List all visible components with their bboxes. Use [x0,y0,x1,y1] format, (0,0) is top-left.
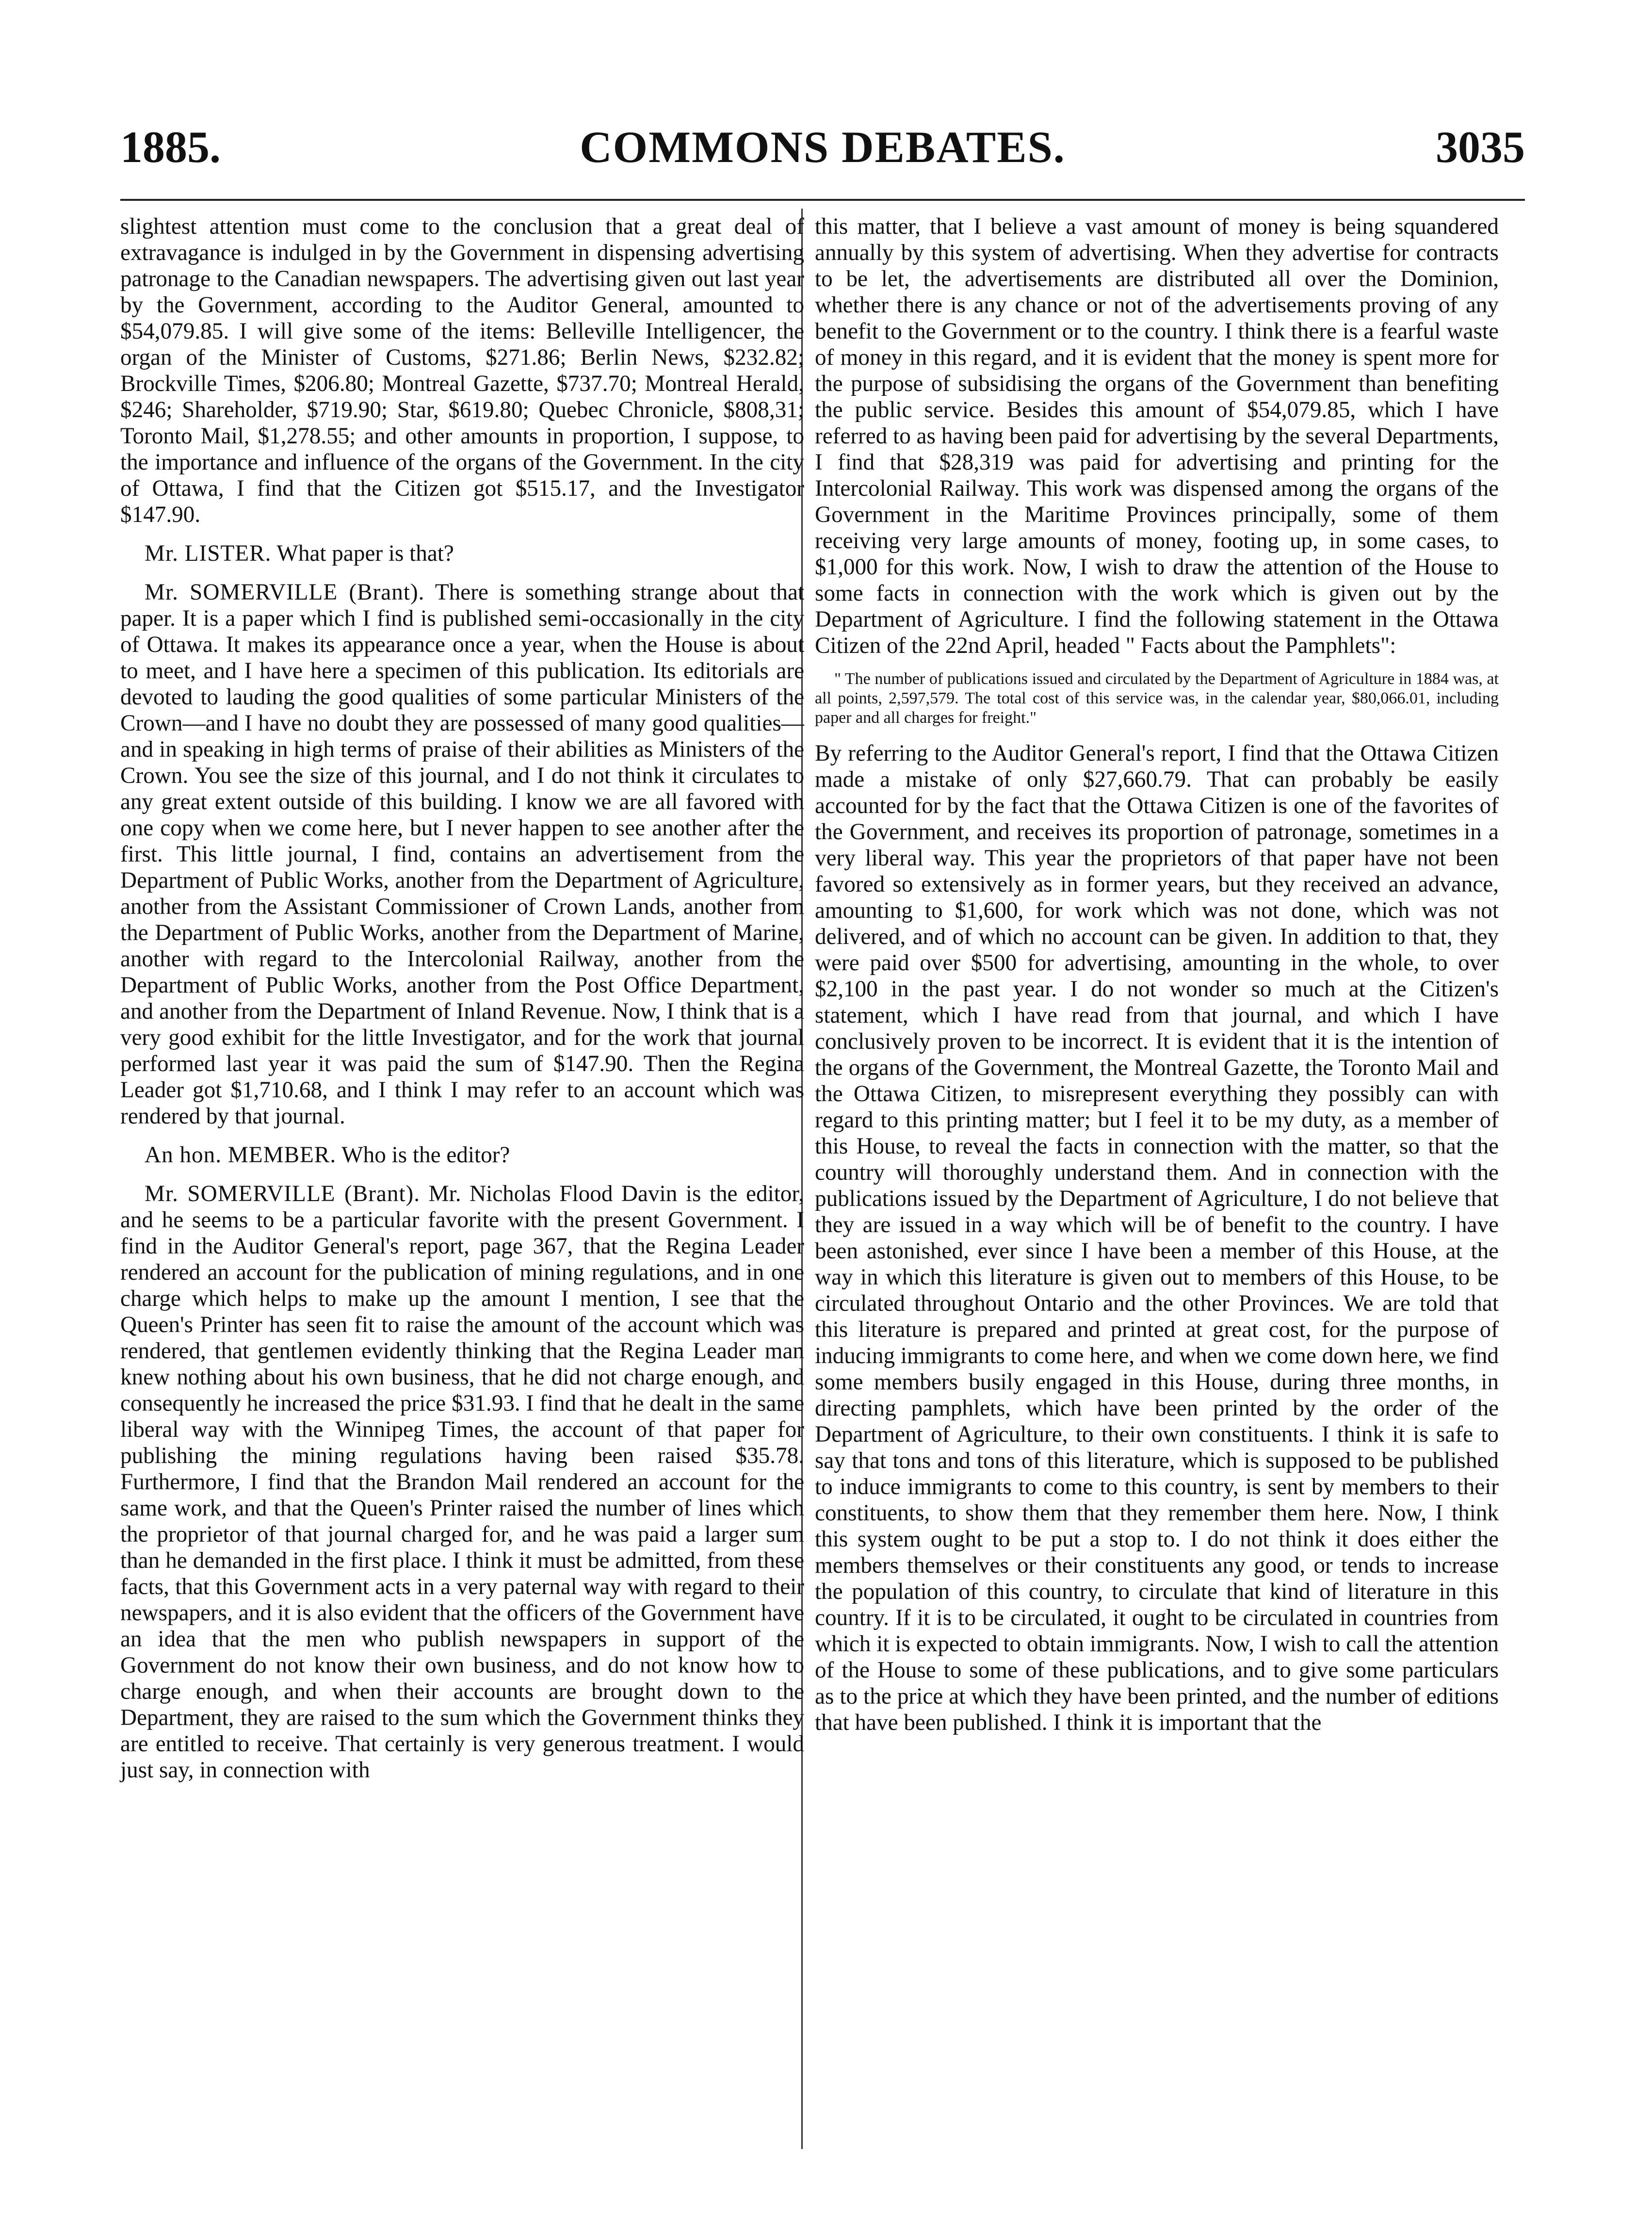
speech-text: Mr. Nicholas Flood Davin is the editor, and he seems to be a particular favorite with the present Government. I find in the Auditor General's report, page 367, that the Regina Leader rendered an account for the publication of mining regulations, and in one charge which helps to make up the amount I mention, I see that the Queen's Printer has seen fit to raise the amount of the account which was rendered, that gentlemen evidently thinking that the Regina Leader man knew nothing about his own business, that he did not charge enough, and consequently he increased the price $31.93. I find that he dealt in the same liberal way with the Winnipeg Times, the account of that paper for publishing the mining regulations having been raised $35.78. Furthermore, I find that the Brandon Mail rendered an account for the same work, and that the Queen's Printer raised the number of lines which the proprietor of that journal charged for, and he was paid a larger sum than he demanded in the first place. I think it must be admitted, from these facts, that this Government acts in a very paternal way with regard to their newspapers, and it is also evident that the officers of the Government have an idea that the men who publish newspapers in support of the Government do not know their own business, and do not know how to charge enough, and when their accounts are brought down to the Department, they are raised to the sum which the Government thinks they are entitled to receive. That certainly is very generous treatment. I would just say, in connection with [120,1181,805,1783]
paragraph: slightest attention must come to the conclusion that a great deal of extravagance is indulged in by the Government in dispensing advertising patronage to the Canadian newspapers. The advertising given out last year by the Government, according to the Auditor General, amounted to $54,079.85. I will give some of the items: Belleville Intelligencer, the organ of the Minister of Customs, $271.86; Berlin News, $232.82; Brockville Times, $206.80; Montreal Gazette, $737.70; Montreal Herald, $246; Shareholder, $719.90; Star, $619.80; Quebec Chronicle, $808,31; Toronto Mail, $1,278.55; and other amounts in proportion, I suppose, to the importance and influence of the organs of the Government. In the city of Ottawa, I find that the Citizen got $515.17, and the Investigator $147.90. [120,214,804,527]
header-rule [120,199,1525,201]
speech-text: Who is the editor? [341,1142,510,1168]
speaker-name: Mr. SOMERVILLE (Brant). [145,1181,421,1206]
right-column [815,213,1499,1741]
speaker-name: An hon. MEMBER. [145,1142,337,1168]
paragraph: By referring to the Auditor General's report, I find that the Ottawa Citizen made a mistake of only $27,660.79. That can probably be easily accounted for by the fact that the Ottawa Citizen is one of the favorites of the Government, and receives its proportion of patronage, sometimes in a very liberal way. This year the proprietors of that paper have not been favored so extensively as in former years, but they received an advance, amounting to $1,600, for work which was not done, which was not delivered, and of which no account can be given. In addition to that, they were paid over $500 for advertising, amounting in the whole, to over $2,100 in the past year. I do not wonder so much at the Citizen's statement, which I have read from that journal, and which I have conclusively proven to be incorrect. It is evident that it is the intention of the organs of the Government, the Montreal Gazette, the Toronto Mail and the Ottawa Citizen, to misrepresent everything they possibly can with regard to this printing matter; but I feel it to be my duty, as a member of this House, to reveal the facts in connection with the matter, so that the country will thoroughly understand them. And in connection with the publications issued by the Department of Agriculture, I do not believe that they are issued in a way which will be of benefit to the country. I have been astonished, ever since I have been a member of this House, at the way in which this literature is given out to members of this House, to be circulated throughout Ontario and the other Provinces. We are told that this literature is prepared and printed at great cost, for the purpose of inducing immigrants to come here, and when we come down here, we find some members busily engaged in this House, during three months, in directing pamphlets, which have been printed by the order of the Department of Agriculture, to their own constituents. I think it is safe to say that tons and tons of this literature, which is supposed to be published to induce immigrants to come to this country, is sent by members to their constituents, to show them that they remember them here. Now, I think this system ought to be put a stop to. I do not think it does either the members themselves or their constituents any good, or tends to increase the population of this country, to circulate that kind of literature in this country. If it is to be circulated, it ought to be circulated in countries from which it is expected to obtain immigrants. Now, I wish to call the attention of the House to some of these publications, and to give some particulars as to the price at which they have been printed, and the number of editions that have been published. I think it is important that the [815,741,1499,1735]
publication-title: COMMONS DEBATES. [580,122,1066,172]
page-number: 3035 [1436,122,1525,172]
speech [120,1181,804,1783]
page-header [120,121,1525,179]
speech [120,540,804,567]
speech-text: What paper is that? [276,541,454,566]
speaker-name: Mr. LISTER. [145,541,272,566]
paragraph: this matter, that I believe a vast amount of money is being squandered annually by this system of advertising. When they advertise for contracts to be let, the advertisements are distributed all over the Dominion, whether there is any chance or not of the advertisements proving of any benefit to the Government or to the country. I think there is a fearful waste of money in this regard, and it is evident that the money is spent more for the purpose of subsidising the organs of the Government than benefiting the public service. Besides this amount of $54,079.85, which I have referred to as having been paid for advertising by the several Departments, I find that $28,319 was paid for advertising and printing for the Intercolonial Railway. This work was dispensed among the organs of the Government in the Maritime Provinces principally, some of them receiving very large amounts of money, footing up, in some cases, to $1,000 for this work. Now, I wish to draw the attention of the House to some facts in connection with the work which is given out by the Department of Agriculture. I find the following statement in the Ottawa Citizen of the 22nd April, headed " Facts about the Pamphlets": [815,214,1499,658]
speech [120,579,804,1129]
header-year: 1885. [120,122,221,172]
block-quote: " The number of publications issued and circulated by the Department of Agriculture in 1884 was, at all points, 2,597,579. The total cost of this service was, in the calendar year, $80,066.01, including paper and all charges for freight." [815,670,1499,727]
speech [120,1142,804,1168]
left-column [120,213,804,1788]
speaker-name: Mr. SOMERVILLE (Brant). [145,580,425,605]
speech-text: There is something strange about that paper. It is a paper which I find is published semi-occasionally in the city of Ottawa. It makes its appearance once a year, when the House is about to meet, and I have here a specimen of this publication. Its editorials are devoted to lauding the good qualities of some particular Ministers of the Crown—and I have no doubt they are possessed of many good qualities—and in speaking in high terms of praise of their abilities as Ministers of the Crown. You see the size of this journal, and I do not think it circulates to any great extent outside of this building. I know we are all favored with one copy when we come here, but I never happen to see another after the first. This little journal, I find, contains an advertisement from the Department of Public Works, another from the Department of Agriculture, another from the Assistant Commissioner of Crown Lands, another from the Department of Public Works, another from the Department of Marine, another with regard to the Intercolonial Railway, another from the Department of Public Works, another from the Post Office Department, and another from the Department of Inland Revenue. Now, I think that is a very good exhibit for the little Investigator, and for the work that journal performed last year it was paid the sum of $147.90. Then the Regina Leader got $1,710.68, and I think I may refer to an account which was rendered by that journal. [120,580,804,1129]
